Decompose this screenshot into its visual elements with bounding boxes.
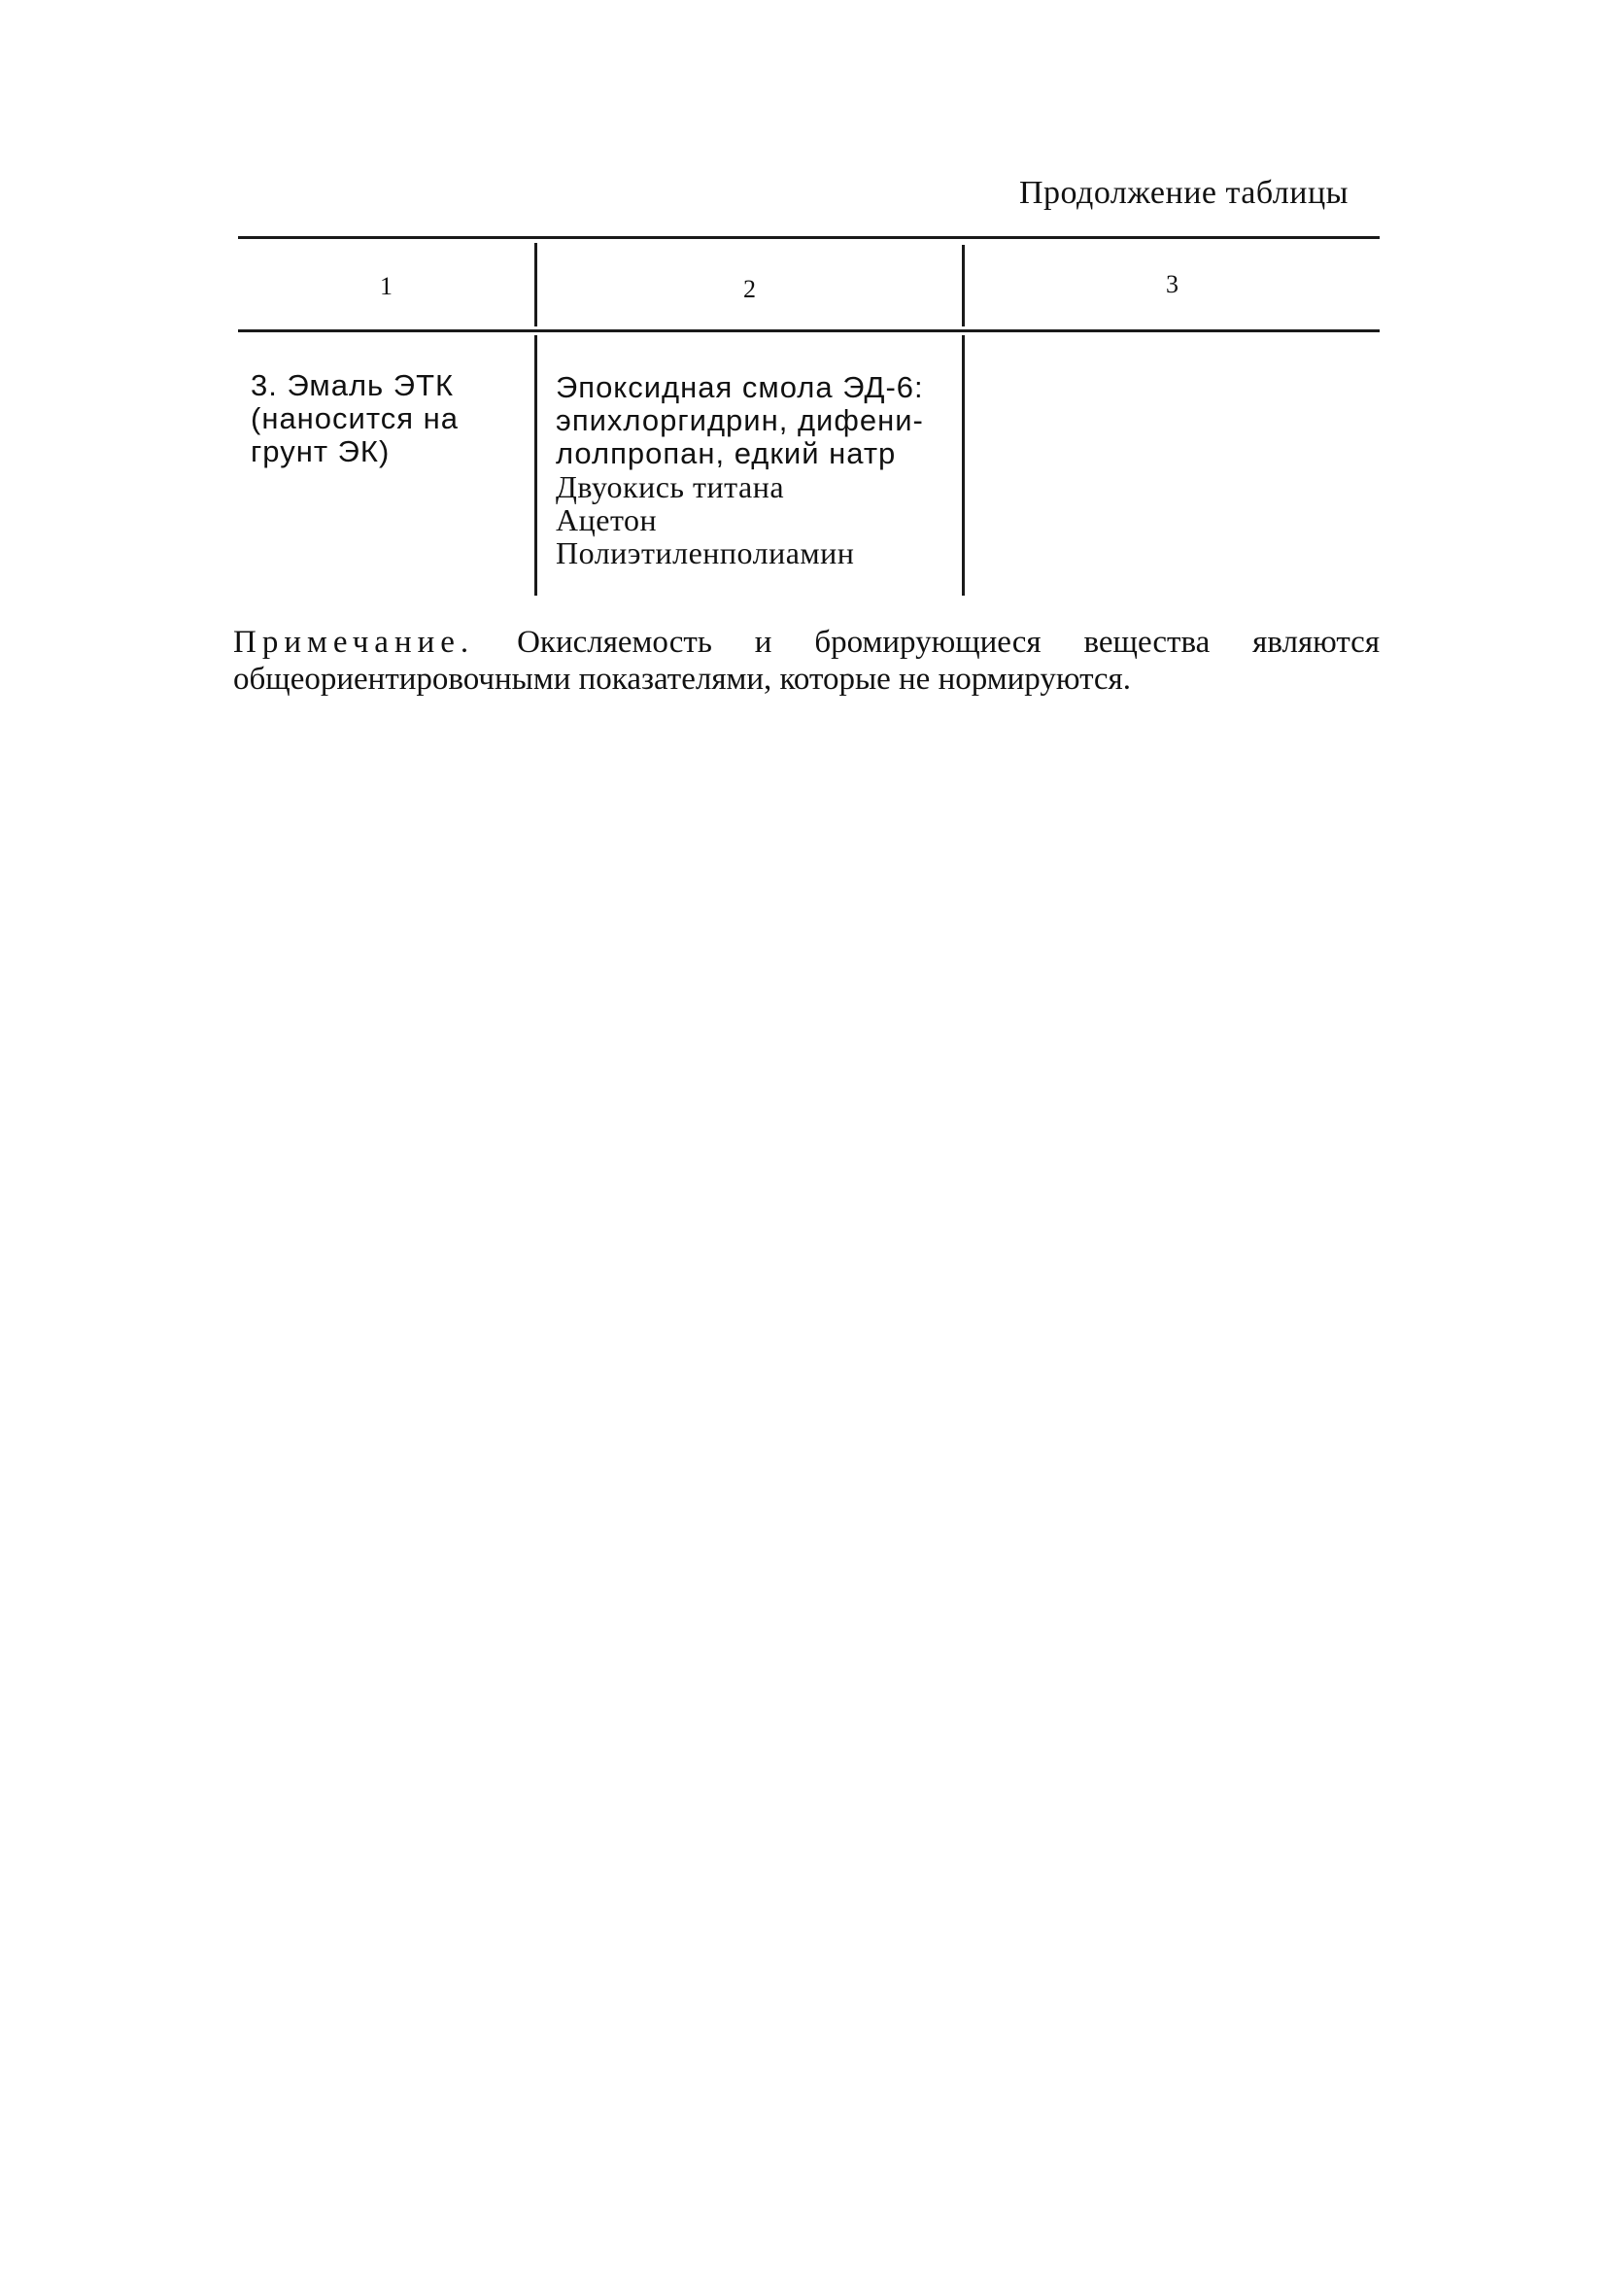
component-line: эпихлоргидрин, дифени- <box>556 403 924 437</box>
item-line: (наносится на <box>251 401 459 435</box>
note-label: Примечание. <box>233 625 475 660</box>
note-text: Окисляемость и бромирующиеся вещества являются общеориентировочными показателями, которые не нормируются. <box>233 625 1381 697</box>
item-line: грунт ЭК) <box>251 434 391 468</box>
component-line: Двуокись титана <box>556 469 785 504</box>
item-line: 3. Эмаль ЭТК <box>251 368 455 402</box>
component-line: Полиэтиленполиамин <box>556 535 855 570</box>
table-body-divider-1 <box>534 335 537 596</box>
table-cell-components <box>556 371 954 569</box>
column-header-1: 1 <box>380 272 393 300</box>
table-body-divider-2 <box>962 335 965 596</box>
table-header-rule <box>238 329 1380 332</box>
table-note <box>233 624 1380 698</box>
column-header-3: 3 <box>1166 270 1179 298</box>
component-line: Ацетон <box>556 502 658 537</box>
table-cell-item <box>251 369 528 468</box>
component-line: Эпоксидная смола ЭД-6: <box>556 370 924 404</box>
table-top-rule <box>238 236 1380 239</box>
column-header-2: 2 <box>743 275 756 303</box>
continuation-label: Продолжение таблицы <box>1018 175 1349 211</box>
component-line: лолпропан, едкий натр <box>556 436 897 470</box>
